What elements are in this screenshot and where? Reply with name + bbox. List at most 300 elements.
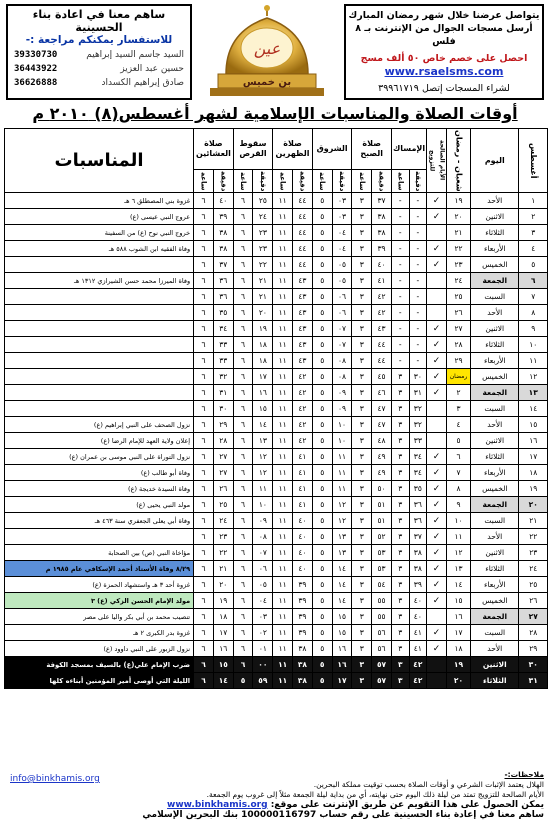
cell-minute: ٠٨	[332, 369, 352, 385]
sms-website-link[interactable]: www.rsaelsms.com	[384, 65, 504, 78]
cell-hour: ١١	[273, 465, 293, 481]
cell-day: الخميس	[471, 481, 519, 497]
cell-minute: -	[409, 337, 427, 353]
cell-date: ٣١	[519, 673, 548, 689]
cell-minute: ٤١	[293, 465, 313, 481]
cell-hour: ٦	[194, 641, 214, 657]
cell-hour: ٥	[312, 641, 332, 657]
cell-valid: ✓	[427, 321, 447, 337]
note-item	[124, 800, 544, 810]
cell-hijri: ٦	[446, 449, 470, 465]
table-row	[5, 305, 548, 321]
cell-hour: ٦	[233, 561, 253, 577]
table-row	[5, 273, 548, 289]
cell-hour: ٥	[312, 257, 332, 273]
cell-hour: ٦	[194, 481, 214, 497]
cell-minute: ١٠	[332, 433, 352, 449]
cell-valid	[427, 417, 447, 433]
cell-hour: ١١	[273, 401, 293, 417]
cell-hour: ٦	[233, 513, 253, 529]
cell-valid: ✓	[427, 481, 447, 497]
cell-hour: -	[391, 209, 409, 225]
cell-hijri: ١٧	[446, 625, 470, 641]
contact-row	[8, 50, 190, 60]
cell-hour: ١١	[273, 321, 293, 337]
cell-hour: ٣	[352, 449, 372, 465]
table-row	[5, 545, 548, 561]
sms-ad-line: أرسل مسجات الجوال من الإنترنت بـ ٨ فلس	[355, 23, 533, 47]
cell-hijri: ١٩	[446, 657, 470, 673]
cell-day: الأحد	[471, 305, 519, 321]
contact-name: السيد جاسم السيد إبراهيم	[86, 50, 184, 60]
cell-minute: ٤٠	[293, 529, 313, 545]
cell-minute: ٠٦	[332, 289, 352, 305]
cell-minute: ٣٧	[372, 193, 392, 209]
note-item: الهلال يعتمد الإثبات الشرعي و أوقات الصلاة بحسب توقيت مملكة البحرين.	[313, 780, 544, 789]
cell-minute: ٢٨	[213, 433, 233, 449]
contact-phone[interactable]: 36443922	[14, 64, 58, 74]
cell-minute: ٠٣	[332, 193, 352, 209]
cell-minute: ٤٢	[409, 657, 427, 673]
cell-event: ٨/٢٩ وفاة الأستاذ أحمد الإسكافي عام ١٩٨٥ م	[5, 561, 194, 577]
cell-hour: ٥	[312, 609, 332, 625]
cell-hour: ٥	[312, 593, 332, 609]
table-row	[5, 657, 548, 673]
cell-hour: ٦	[233, 593, 253, 609]
cell-minute: ٣٦	[213, 273, 233, 289]
cell-minute: ٠٤	[332, 225, 352, 241]
cell-minute: ٤١	[372, 273, 392, 289]
cell-hour: ١١	[273, 513, 293, 529]
cell-hijri: ٢٩	[446, 353, 470, 369]
contact-name: حسين عبد العزيز	[120, 64, 184, 74]
cell-valid	[427, 225, 447, 241]
table-row	[5, 625, 548, 641]
cell-event	[5, 529, 194, 545]
cell-minute: ٣٩	[293, 577, 313, 593]
cell-hour: ٣	[391, 625, 409, 641]
cell-day: الثلاثاء	[471, 225, 519, 241]
cell-minute: ٠٤	[332, 241, 352, 257]
cell-hour: ٦	[194, 449, 214, 465]
cell-minute: ٢٤	[213, 513, 233, 529]
cell-hour: ٣	[352, 321, 372, 337]
cell-minute: ٢١	[253, 289, 273, 305]
cell-date: ١١	[519, 353, 548, 369]
cell-hour: ٦	[194, 545, 214, 561]
cell-minute: ٤٢	[293, 369, 313, 385]
cell-minute: ١٤	[332, 577, 352, 593]
cell-hour: ٦	[233, 305, 253, 321]
sms-contact-line: لشراء المسجات إتصل ٣٩٩٦١٧١٩	[378, 83, 510, 94]
col-day-head: اليوم	[471, 129, 519, 193]
cell-hour: ٦	[194, 257, 214, 273]
cell-minute: ٤٤	[293, 241, 313, 257]
cell-hour: ٦	[194, 273, 214, 289]
cell-minute: ٣٩	[409, 577, 427, 593]
cell-minute: ١٤	[332, 593, 352, 609]
cell-minute: -	[409, 273, 427, 289]
cell-minute: ٣٤	[409, 449, 427, 465]
hour-subhead: ساعة	[352, 170, 372, 193]
cell-hijri: ٢٠	[446, 673, 470, 689]
cell-hour: ٣	[391, 577, 409, 593]
cell-minute: ٠٠	[253, 657, 273, 673]
cell-minute: ١٨	[213, 609, 233, 625]
minute-subhead: دقيقة	[253, 170, 273, 193]
cell-minute: ٤٣	[293, 353, 313, 369]
cell-day: الأربعاء	[471, 465, 519, 481]
cell-minute: ٣٨	[372, 209, 392, 225]
table-row	[5, 193, 548, 209]
table-row	[5, 417, 548, 433]
cell-event: غزوة بدر الكبرى ٢ هـ	[5, 625, 194, 641]
cell-hour: ٦	[194, 193, 214, 209]
cell-hijri: ٣	[446, 401, 470, 417]
cell-minute: ٤٠	[293, 561, 313, 577]
cell-hour: ٣	[352, 625, 372, 641]
cell-event: وفاة السيدة خديجة (ع)	[5, 481, 194, 497]
cell-day: الاثنين	[471, 657, 519, 673]
table-row	[5, 449, 548, 465]
header	[6, 4, 544, 100]
cell-minute: ٣٦	[409, 497, 427, 513]
cell-minute: ٤٠	[409, 593, 427, 609]
cell-day: الخميس	[471, 257, 519, 273]
email-link[interactable]: info@binkhamis.org	[10, 774, 100, 784]
cell-event: ضرب الإمام علي(ع) بالسيف بمسجد الكوفة	[5, 657, 194, 673]
cell-date: ٢٢	[519, 529, 548, 545]
cell-valid: ✓	[427, 625, 447, 641]
cell-hour: ١١	[273, 593, 293, 609]
cell-hour: ٣	[352, 337, 372, 353]
cell-hijri: ٥	[446, 433, 470, 449]
notes-title: ملاحظات:-	[504, 770, 544, 779]
cell-hour: -	[391, 241, 409, 257]
cell-hour: ١١	[273, 257, 293, 273]
cell-minute: ٤٠	[372, 257, 392, 273]
cell-hour: ١١	[273, 529, 293, 545]
cell-event	[5, 257, 194, 273]
sms-ad-line: يتواصل عرضنا خلال شهر رمضان المبارك	[348, 10, 540, 21]
cell-hour: ٦	[233, 465, 253, 481]
cell-minute: ١٣	[332, 529, 352, 545]
cell-hour: ٥	[312, 353, 332, 369]
cell-minute: ٤٤	[293, 257, 313, 273]
cell-event	[5, 321, 194, 337]
cell-hour: ٥	[233, 673, 253, 689]
cell-minute: ١٦	[213, 641, 233, 657]
cell-minute: ١٤	[332, 561, 352, 577]
cell-minute: ٤٣	[293, 289, 313, 305]
contact-phone[interactable]: 39330730	[14, 50, 58, 60]
website-link[interactable]: www.binkhamis.org	[167, 800, 268, 810]
col-valid-head: الأيام الصالحة للتزويج	[427, 129, 447, 193]
cell-hour: ٥	[312, 465, 332, 481]
cell-day: الثلاثاء	[471, 449, 519, 465]
cell-hour: ٣	[391, 561, 409, 577]
cell-hijri: ١٩	[446, 193, 470, 209]
cell-hour: ٣	[352, 353, 372, 369]
cell-hour: ٣	[352, 513, 372, 529]
cell-hour: -	[391, 225, 409, 241]
table-row	[5, 561, 548, 577]
col-imsak-head: الإمساك	[391, 129, 426, 170]
cell-minute: ٣٥	[213, 305, 233, 321]
cell-minute: ٤٢	[293, 433, 313, 449]
cell-hour: ٦	[233, 481, 253, 497]
cell-valid: ✓	[427, 545, 447, 561]
cell-hour: ٦	[233, 241, 253, 257]
cell-minute: ٣٩	[293, 593, 313, 609]
cell-hour: ٣	[352, 561, 372, 577]
cell-event	[5, 337, 194, 353]
cell-hour: ٥	[312, 513, 332, 529]
cell-minute: ٣٦	[213, 289, 233, 305]
cell-minute: ٤٢	[293, 401, 313, 417]
cell-hour: ٦	[233, 225, 253, 241]
cell-minute: ٤٣	[293, 273, 313, 289]
cell-hijri: ٢٦	[446, 305, 470, 321]
table-row	[5, 481, 548, 497]
table-row	[5, 465, 548, 481]
cell-valid	[427, 289, 447, 305]
cell-hour: ٦	[233, 385, 253, 401]
cell-hour: -	[391, 193, 409, 209]
cell-minute: -	[409, 241, 427, 257]
cell-event: مولد النبي يحيى (ع)	[5, 497, 194, 513]
cell-minute: -	[409, 321, 427, 337]
cell-hour: ٦	[233, 209, 253, 225]
cell-hour: ٣	[391, 657, 409, 673]
cell-valid: ✓	[427, 561, 447, 577]
cell-date: ٢١	[519, 513, 548, 529]
cell-date: ٦	[519, 273, 548, 289]
cell-event: مولد الإمام الحسن الزكي (ع) ٣	[5, 593, 194, 609]
cell-minute: ٤٧	[372, 417, 392, 433]
cell-event: مؤاخاة النبي (ص) بين الصحابة	[5, 545, 194, 561]
cell-minute: ١٢	[332, 513, 352, 529]
cell-hijri: ٤	[446, 417, 470, 433]
donation-box	[6, 4, 192, 100]
cell-hour: ٥	[312, 657, 332, 673]
cell-day: الاثنين	[471, 433, 519, 449]
cell-hour: ٦	[194, 529, 214, 545]
cell-minute: ١٥	[332, 609, 352, 625]
cell-minute: ١١	[332, 481, 352, 497]
cell-minute: ٣٨	[293, 673, 313, 689]
cell-hour: -	[391, 305, 409, 321]
cell-minute: ١٥	[213, 657, 233, 673]
cell-minute: ٤١	[409, 625, 427, 641]
cell-hour: ١١	[273, 545, 293, 561]
table-row	[5, 529, 548, 545]
cell-valid: ✓	[427, 209, 447, 225]
cell-event	[5, 289, 194, 305]
cell-minute: ٣٥	[409, 481, 427, 497]
cell-event	[5, 305, 194, 321]
cell-minute: ٥٢	[372, 529, 392, 545]
col-maghrib-head: سقوط القرص	[233, 129, 273, 170]
cell-minute: ٥٣	[372, 545, 392, 561]
cell-date: ٢٧	[519, 609, 548, 625]
cell-minute: ١١	[332, 465, 352, 481]
cell-hour: ٣	[352, 593, 372, 609]
cell-hour: ٦	[194, 305, 214, 321]
cell-date: ٢	[519, 209, 548, 225]
cell-minute: ٥٥	[372, 593, 392, 609]
cell-hour: ١١	[273, 609, 293, 625]
cell-minute: ٤٨	[372, 433, 392, 449]
cell-valid	[427, 273, 447, 289]
cell-valid: ✓	[427, 369, 447, 385]
sms-ad-box	[344, 4, 544, 100]
cell-hour: ٦	[233, 369, 253, 385]
cell-minute: ٢٧	[213, 465, 233, 481]
cell-minute: ٥٤	[372, 577, 392, 593]
cell-hour: ٦	[194, 625, 214, 641]
cell-minute: ٥٩	[253, 673, 273, 689]
minute-subhead: دقيقة	[372, 170, 392, 193]
table-row	[5, 593, 548, 609]
cell-minute: ١٨	[253, 353, 273, 369]
cell-minute: ٠٧	[332, 321, 352, 337]
cell-minute: ٠٩	[253, 513, 273, 529]
cell-minute: ٣٩	[293, 609, 313, 625]
cell-date: ٢٠	[519, 497, 548, 513]
cell-hour: ٦	[194, 369, 214, 385]
cell-hour: ٣	[391, 513, 409, 529]
contact-phone[interactable]: 36626888	[14, 78, 58, 88]
cell-hour: -	[391, 337, 409, 353]
cell-hour: ٦	[194, 561, 214, 577]
cell-minute: ٣٢	[213, 369, 233, 385]
cell-hijri: ١٥	[446, 593, 470, 609]
cell-hour: ٣	[391, 545, 409, 561]
cell-minute: ١٠	[332, 417, 352, 433]
cell-minute: -	[409, 353, 427, 369]
table-row	[5, 385, 548, 401]
cell-hour: ٥	[312, 433, 332, 449]
cell-hour: ٦	[194, 321, 214, 337]
cell-minute: ٠٦	[253, 561, 273, 577]
minute-subhead: دقيقة	[332, 170, 352, 193]
col-hijri-head: شعبان - رمضان	[446, 129, 470, 193]
cell-minute: ٣٣	[409, 433, 427, 449]
cell-date: ٥	[519, 257, 548, 273]
cell-valid: ✓	[427, 593, 447, 609]
cell-hijri: ١٨	[446, 641, 470, 657]
cell-hijri: ١٦	[446, 609, 470, 625]
cell-valid: ✓	[427, 497, 447, 513]
cell-date: ٨	[519, 305, 548, 321]
cell-hour: ٣	[391, 465, 409, 481]
cell-minute: ٢٤	[253, 209, 273, 225]
cell-valid: ✓	[427, 193, 447, 209]
cell-hour: ١١	[273, 225, 293, 241]
cell-minute: ٠٥	[253, 577, 273, 593]
cell-hour: ٦	[233, 625, 253, 641]
cell-minute: ٣٨	[293, 657, 313, 673]
cell-event: وفاة أبو طالب (ع)	[5, 465, 194, 481]
cell-hour: ٦	[194, 593, 214, 609]
cell-minute: ٢٣	[213, 529, 233, 545]
cell-hour: ٣	[352, 529, 372, 545]
cell-minute: ٤٥	[372, 369, 392, 385]
cell-hour: ٦	[233, 337, 253, 353]
cell-hour: ١١	[273, 417, 293, 433]
cell-valid	[427, 657, 447, 673]
cell-minute: ٤٢	[372, 289, 392, 305]
cell-event	[5, 369, 194, 385]
cell-minute: ٢٥	[213, 497, 233, 513]
cell-date: ١٨	[519, 465, 548, 481]
cell-hour: ٥	[312, 225, 332, 241]
cell-hour: ٦	[194, 401, 214, 417]
cell-hour: ٦	[194, 241, 214, 257]
cell-hour: ٥	[312, 673, 332, 689]
cell-minute: ٥٠	[372, 481, 392, 497]
table-row	[5, 577, 548, 593]
cell-minute: ٥٣	[372, 561, 392, 577]
cell-minute: ٥٦	[372, 641, 392, 657]
cell-valid	[427, 433, 447, 449]
cell-minute: ٤٩	[372, 449, 392, 465]
cell-hour: ٦	[194, 353, 214, 369]
hour-subhead: ساعة	[273, 170, 293, 193]
cell-minute: ١٣	[253, 433, 273, 449]
cell-minute: ٢٢	[213, 545, 233, 561]
cell-hour: ٣	[352, 433, 372, 449]
cell-valid: ✓	[427, 241, 447, 257]
cell-day: الثلاثاء	[471, 337, 519, 353]
donation-subtitle: للاستفسار يمكنكم مراجعة :-	[25, 34, 173, 46]
cell-hour: ٦	[233, 401, 253, 417]
cell-event: وفاة الفقيه ابن الشوب ٥٨٨ هـ	[5, 241, 194, 257]
cell-hour: ٥	[312, 337, 332, 353]
cell-minute: ٥٦	[372, 625, 392, 641]
cell-valid	[427, 609, 447, 625]
cell-date: ١	[519, 193, 548, 209]
cell-minute: ٠٩	[332, 401, 352, 417]
cell-event: وفاة الميرزا محمد حسن الشيرازي ١٣١٢ هـ	[5, 273, 194, 289]
cell-event: نزول الزبور على النبي داوود (ع)	[5, 641, 194, 657]
cell-event: إعلان ولاية العهد للإمام الرضا (ع)	[5, 433, 194, 449]
cell-minute: ٣٨	[409, 561, 427, 577]
cell-day: الأحد	[471, 417, 519, 433]
cell-minute: ٣٩	[213, 209, 233, 225]
cell-day: الأحد	[471, 193, 519, 209]
cell-minute: ٤٤	[372, 337, 392, 353]
cell-minute: ١١	[253, 481, 273, 497]
cell-hijri: ٢٨	[446, 337, 470, 353]
table-row	[5, 289, 548, 305]
logo	[196, 4, 338, 98]
cell-hour: ٣	[352, 193, 372, 209]
cell-day: الخميس	[471, 369, 519, 385]
cell-hour: ٣	[352, 289, 372, 305]
cell-valid: ✓	[427, 465, 447, 481]
cell-minute: ٣٨	[213, 241, 233, 257]
cell-valid	[427, 673, 447, 689]
cell-minute: ٣٤	[213, 321, 233, 337]
cell-minute: ٤٣	[293, 337, 313, 353]
cell-minute: ٤٩	[372, 465, 392, 481]
cell-minute: ٤٣	[293, 321, 313, 337]
cell-hijri: ٧	[446, 465, 470, 481]
cell-day: السبت	[471, 625, 519, 641]
cell-valid	[427, 305, 447, 321]
